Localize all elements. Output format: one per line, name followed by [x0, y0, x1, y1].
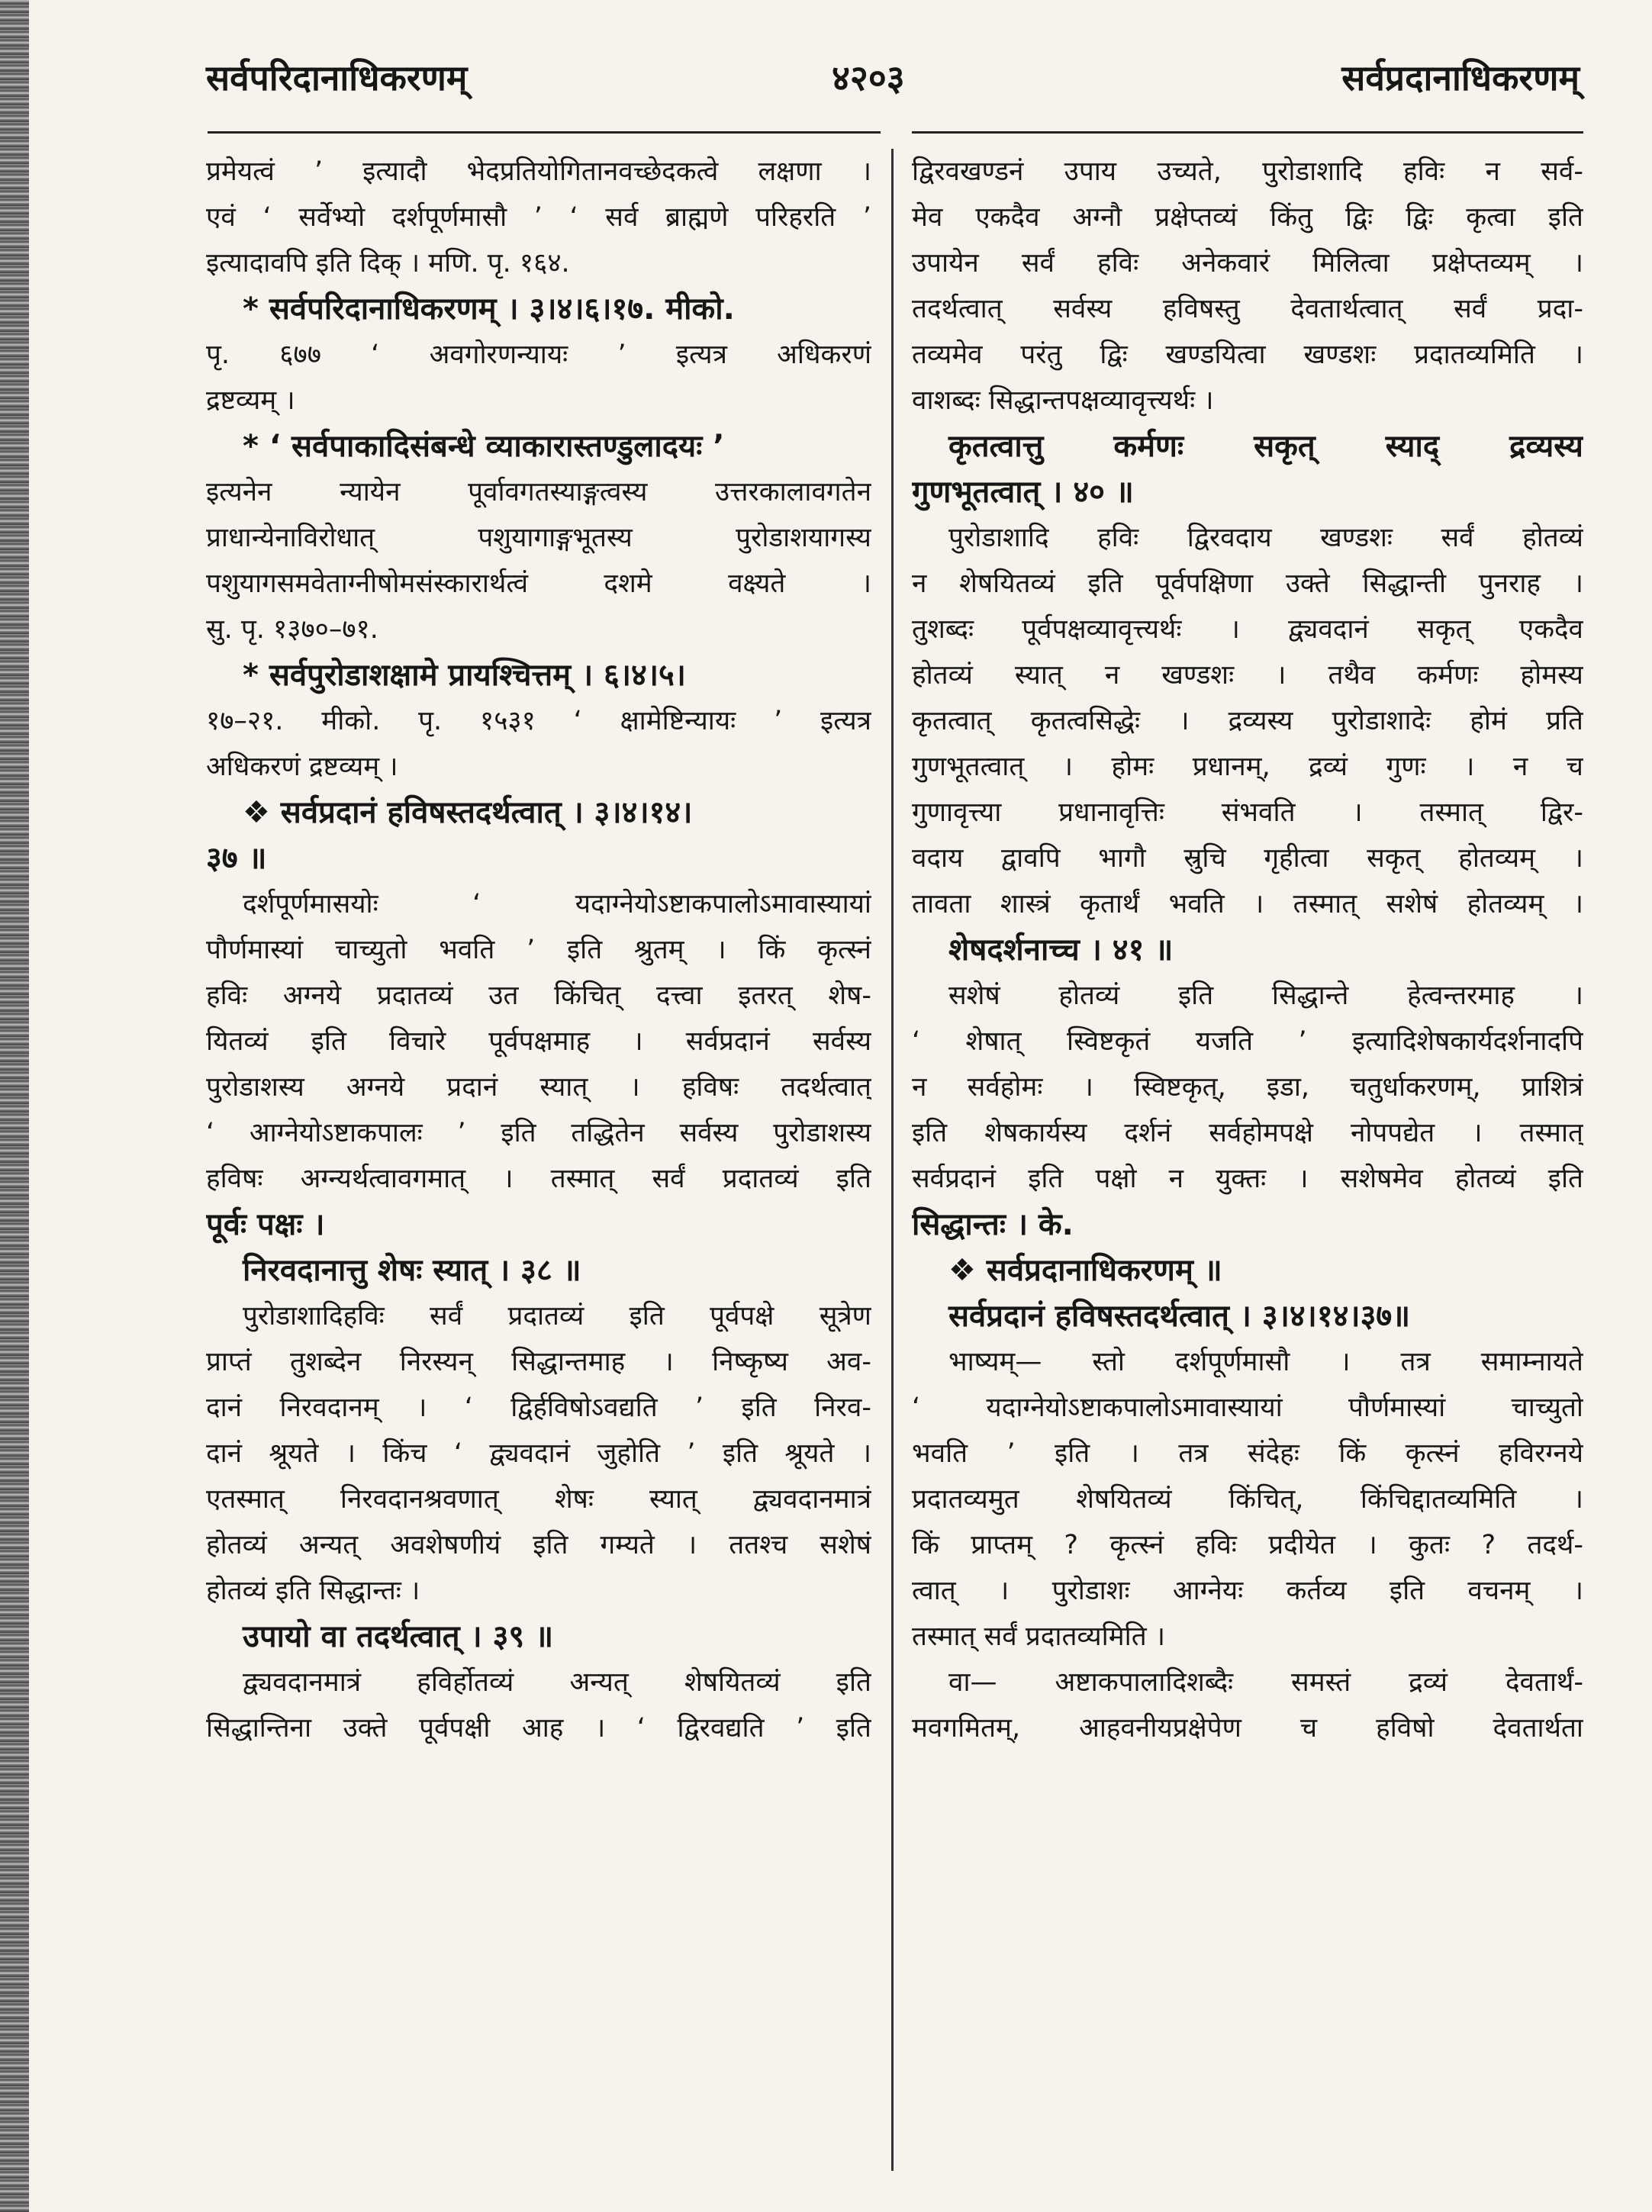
text-line: शेषदर्शनाच्च । ४१ ॥ — [948, 932, 1174, 968]
text-line: ‘ आग्नेयोऽष्टाकपालः ’ इति तद्धितेन सर्वस्य पुरोडाशस्य — [206, 1118, 871, 1148]
text-line: होतव्यं इति सिद्धान्तः । — [206, 1576, 420, 1606]
text-line: वा— अष्टाकपालादिशब्दैः समस्तं द्रव्यं देवतार्थं- — [948, 1667, 1583, 1698]
text-line: तदर्थत्वात् सर्वस्य हविषस्तु देवतार्थत्वात् सर्वं प्रदा- — [912, 294, 1583, 324]
text-line: भाष्यम्— स्तो दर्शपूर्णमासौ । तत्र समाम्नायते — [948, 1347, 1583, 1377]
text-line: भवति ’ इति । तत्र संदेहः किं कृत्स्नं हविरग्नये — [912, 1438, 1583, 1469]
page-header — [206, 53, 1580, 114]
text-line: द्रष्टव्यम् । — [206, 385, 295, 416]
text-line: * सर्वपुरोडाशक्षामे प्रायश्चित्तम् । ६।४।५। — [243, 658, 686, 693]
text-line: मेव एकदैव अग्नौ प्रक्षेप्तव्यं किंतु द्विः द्विः कृत्वा इति — [912, 202, 1583, 233]
text-line: किं प्राप्तम् ? कृत्स्नं हविः प्रदीयेत । कुतः ? तदर्थ- — [912, 1530, 1583, 1560]
running-title-right: सर्वप्रदानाधिकरणम् — [1341, 57, 1580, 98]
text-line: दानं निरवदानम् । ‘ द्विर्हविषोऽवद्यति ’ इति निरव- — [206, 1393, 871, 1423]
text-line: तव्यमेव परंतु द्विः खण्डयित्वा खण्डशः प्रदातव्यमिति । — [912, 340, 1583, 370]
text-line: इत्यादावपि इति दिक् । मणि. पृ. १६४. — [206, 248, 570, 279]
text-line: द्विरवखण्डनं उपाय उच्यते, पुरोडाशादि हविः न सर्व- — [912, 156, 1583, 187]
text-line: द्व्यवदानमात्रं हविर्होतव्यं अन्यत् शेषयितव्यं इति — [243, 1667, 871, 1698]
text-line: कृतत्वात्तु कर्मणः सकृत् स्याद् द्रव्यस्य — [948, 429, 1583, 464]
text-line: सशेषं होतव्यं इति सिद्धान्ते हेत्वन्तरमाह । — [948, 980, 1583, 1011]
text-line: उपायेन सर्वं हविः अनेकवारं मिलित्वा प्रक्षेप्तव्यम् । — [912, 248, 1583, 279]
text-line: तावता शास्त्रं कृतार्थं भवति । तस्मात् सशेषं होतव्यम् । — [912, 889, 1583, 919]
text-line: तस्मात् सर्वं प्रदातव्यमिति । — [912, 1621, 1166, 1652]
text-line: ❖ सर्वप्रदानं हविषस्तदर्थत्वात् । ३।४।१४। — [243, 795, 693, 830]
text-line: गुणभूतत्वात् । होमः प्रधानम्, द्रव्यं गुणः । न च — [912, 752, 1583, 782]
text-line: प्राप्तं तुशब्देन निरस्यन् सिद्धान्तमाह । निष्कृष्य अव- — [206, 1347, 871, 1377]
text-line: दर्शपूर्णमासयोः ‘ यदाग्नेयोऽष्टाकपालोऽमावास्यायां — [243, 889, 871, 919]
text-line: १७–२१. मीको. पृ. १५३१ ‘ क्षामेष्टिन्यायः ’ इत्यत्र — [206, 706, 871, 736]
text-line: मवगमितम्, आहवनीयप्रक्षेपेण च हविषो देवतार्थता — [912, 1713, 1583, 1744]
text-line: पृ. ६७७ ‘ अवगोरणन्यायः ’ इत्यत्र अधिकरणं — [206, 340, 871, 370]
text-line: पुरोडाशादिहविः सर्वं प्रदातव्यं इति पूर्वपक्षे सूत्रेण — [243, 1301, 871, 1331]
text-line: ‘ शेषात् स्विष्टकृतं यजति ’ इत्यादिशेषकार्यदर्शनादपि — [912, 1026, 1583, 1057]
text-line: होतव्यं अन्यत् अवशेषणीयं इति गम्यते । ततश्च सशेषं — [206, 1530, 871, 1560]
text-line: ३७ ॥ — [206, 841, 267, 876]
right-column — [912, 149, 1583, 1751]
text-line: एवं ‘ सर्वेभ्यो दर्शपूर्णमासौ ’ ‘ सर्व ब्राह्मणे परिहरति ’ — [206, 202, 871, 233]
text-line: पुरोडाशादि हविः द्विरवदाय खण्डशः सर्वं होतव्यं — [948, 523, 1583, 553]
header-rule-right — [912, 131, 1583, 134]
text-line: तुशब्दः पूर्वपक्षव्यावृत्त्यर्थः । द्व्यवदानं सकृत् एकदैव — [912, 614, 1583, 645]
page-number: ४२०३ — [832, 57, 905, 98]
text-line: ❖ सर्वप्रदानाधिकरणम् ॥ — [948, 1253, 1222, 1288]
text-line: हविषः अग्न्यर्थत्वावगमात् । तस्मात् सर्वं प्रदातव्यं इति — [206, 1164, 871, 1194]
text-line: प्रदातव्यमुत शेषयितव्यं किंचित्, किंचिद्दातव्यमिति । — [912, 1484, 1583, 1515]
text-line: * ‘ सर्वपाकादिसंबन्धे व्याकारास्तण्डुलादयः ’ — [243, 429, 725, 464]
text-line: गुणावृत्त्या प्रधानावृत्तिः संभवति । तस्मात् द्विर- — [912, 797, 1583, 828]
text-line: हविः अग्नये प्रदातव्यं उत किंचित् दत्त्वा इतरत् शेष- — [206, 980, 871, 1011]
text-line: यितव्यं इति विचारे पूर्वपक्षमाह । सर्वप्रदानं सर्वस्य — [206, 1026, 871, 1057]
text-line: निरवदानात्तु शेषः स्यात् । ३८ ॥ — [243, 1253, 581, 1288]
text-line: एतस्मात् निरवदानश्रवणात् शेषः स्यात् द्व्यवदानमात्रं — [206, 1484, 871, 1515]
text-line: गुणभूतत्वात् । ४० ॥ — [912, 475, 1134, 510]
text-line: सिद्धान्तः । के. — [912, 1207, 1074, 1242]
text-line: अधिकरणं द्रष्टव्यम् । — [206, 752, 398, 782]
text-line: सु. पृ. १३७०–७१. — [206, 614, 378, 645]
text-line: वदाय द्वावपि भागौ स्रुचि गृहीत्वा सकृत् होतव्यम् । — [912, 843, 1583, 874]
book-binding-edge — [0, 0, 29, 2212]
text-line: न शेषयितव्यं इति पूर्वपक्षिणा उक्ते सिद्धान्ती पुनराह । — [912, 568, 1583, 599]
text-line: त्वात् । पुरोडाशः आग्नेयः कर्तव्य इति वचनम् । — [912, 1576, 1583, 1606]
text-line: सिद्धान्तिना उक्ते पूर्वपक्षी आह । ‘ द्विरवद्यति ’ इति — [206, 1713, 871, 1744]
text-line: प्राधान्येनाविरोधात् पशुयागाङ्गभूतस्य पुरोडाशयागस्य — [206, 523, 871, 553]
text-line: सर्वप्रदानं हविषस्तदर्थत्वात् । ३।४।१४।३७॥ — [948, 1299, 1411, 1334]
left-column — [206, 149, 871, 1751]
text-line: * सर्वपरिदानाधिकरणम् । ३।४।६।१७. मीको. — [243, 291, 735, 327]
text-line: पूर्वः पक्षः । — [206, 1207, 325, 1242]
text-line: प्रमेयत्वं ’ इत्यादौ भेदप्रतियोगितानवच्छेदकत्वे लक्षणा । — [206, 156, 871, 187]
text-line: वाशब्दः सिद्धान्तपक्षव्यावृत्त्यर्थः । — [912, 385, 1214, 416]
text-line: दानं श्रूयते । किंच ‘ द्व्यवदानं जुहोति ’ इति श्रूयते । — [206, 1438, 871, 1469]
text-line: कृतत्वात् कृतत्वसिद्धेः । द्रव्यस्य पुरोडाशादेः होमं प्रति — [912, 706, 1583, 736]
text-line: उपायो वा तदर्थत्वात् । ३९ ॥ — [243, 1619, 554, 1654]
text-line: सर्वप्रदानं इति पक्षो न युक्तः । सशेषमेव होतव्यं इति — [912, 1164, 1583, 1194]
text-line: पौर्णमास्यां चाच्युतो भवति ’ इति श्रुतम् । किं कृत्स्नं — [206, 935, 871, 965]
text-line: होतव्यं स्यात् न खण्डशः । तथैव कर्मणः होमस्य — [912, 660, 1583, 691]
text-line: पुरोडाशस्य अग्नये प्रदानं स्यात् । हविषः तदर्थत्वात् — [206, 1072, 871, 1103]
text-line: ‘ यदाग्नेयोऽष्टाकपालोऽमावास्यायां पौर्णमास्यां चाच्युतो — [912, 1393, 1583, 1423]
text-line: न सर्वहोमः । स्विष्टकृत्, इडा, चतुर्धाकरणम्, प्राशित्रं — [912, 1072, 1583, 1103]
header-rule-left — [208, 131, 881, 134]
text-line: इत्यनेन न्यायेन पूर्वावगतस्याङ्गत्वस्य उत्तरकालावगतेन — [206, 477, 871, 507]
text-line: इति शेषकार्यस्य दर्शनं सर्वहोमपक्षे नोपपद्येत । तस्मात् — [912, 1118, 1583, 1148]
column-divider — [891, 149, 894, 2171]
running-title-left: सर्वपरिदानाधिकरणम् — [206, 57, 468, 98]
text-line: पशुयागसमवेताग्नीषोमसंस्कारार्थत्वं दशमे वक्ष्यते । — [206, 568, 871, 599]
